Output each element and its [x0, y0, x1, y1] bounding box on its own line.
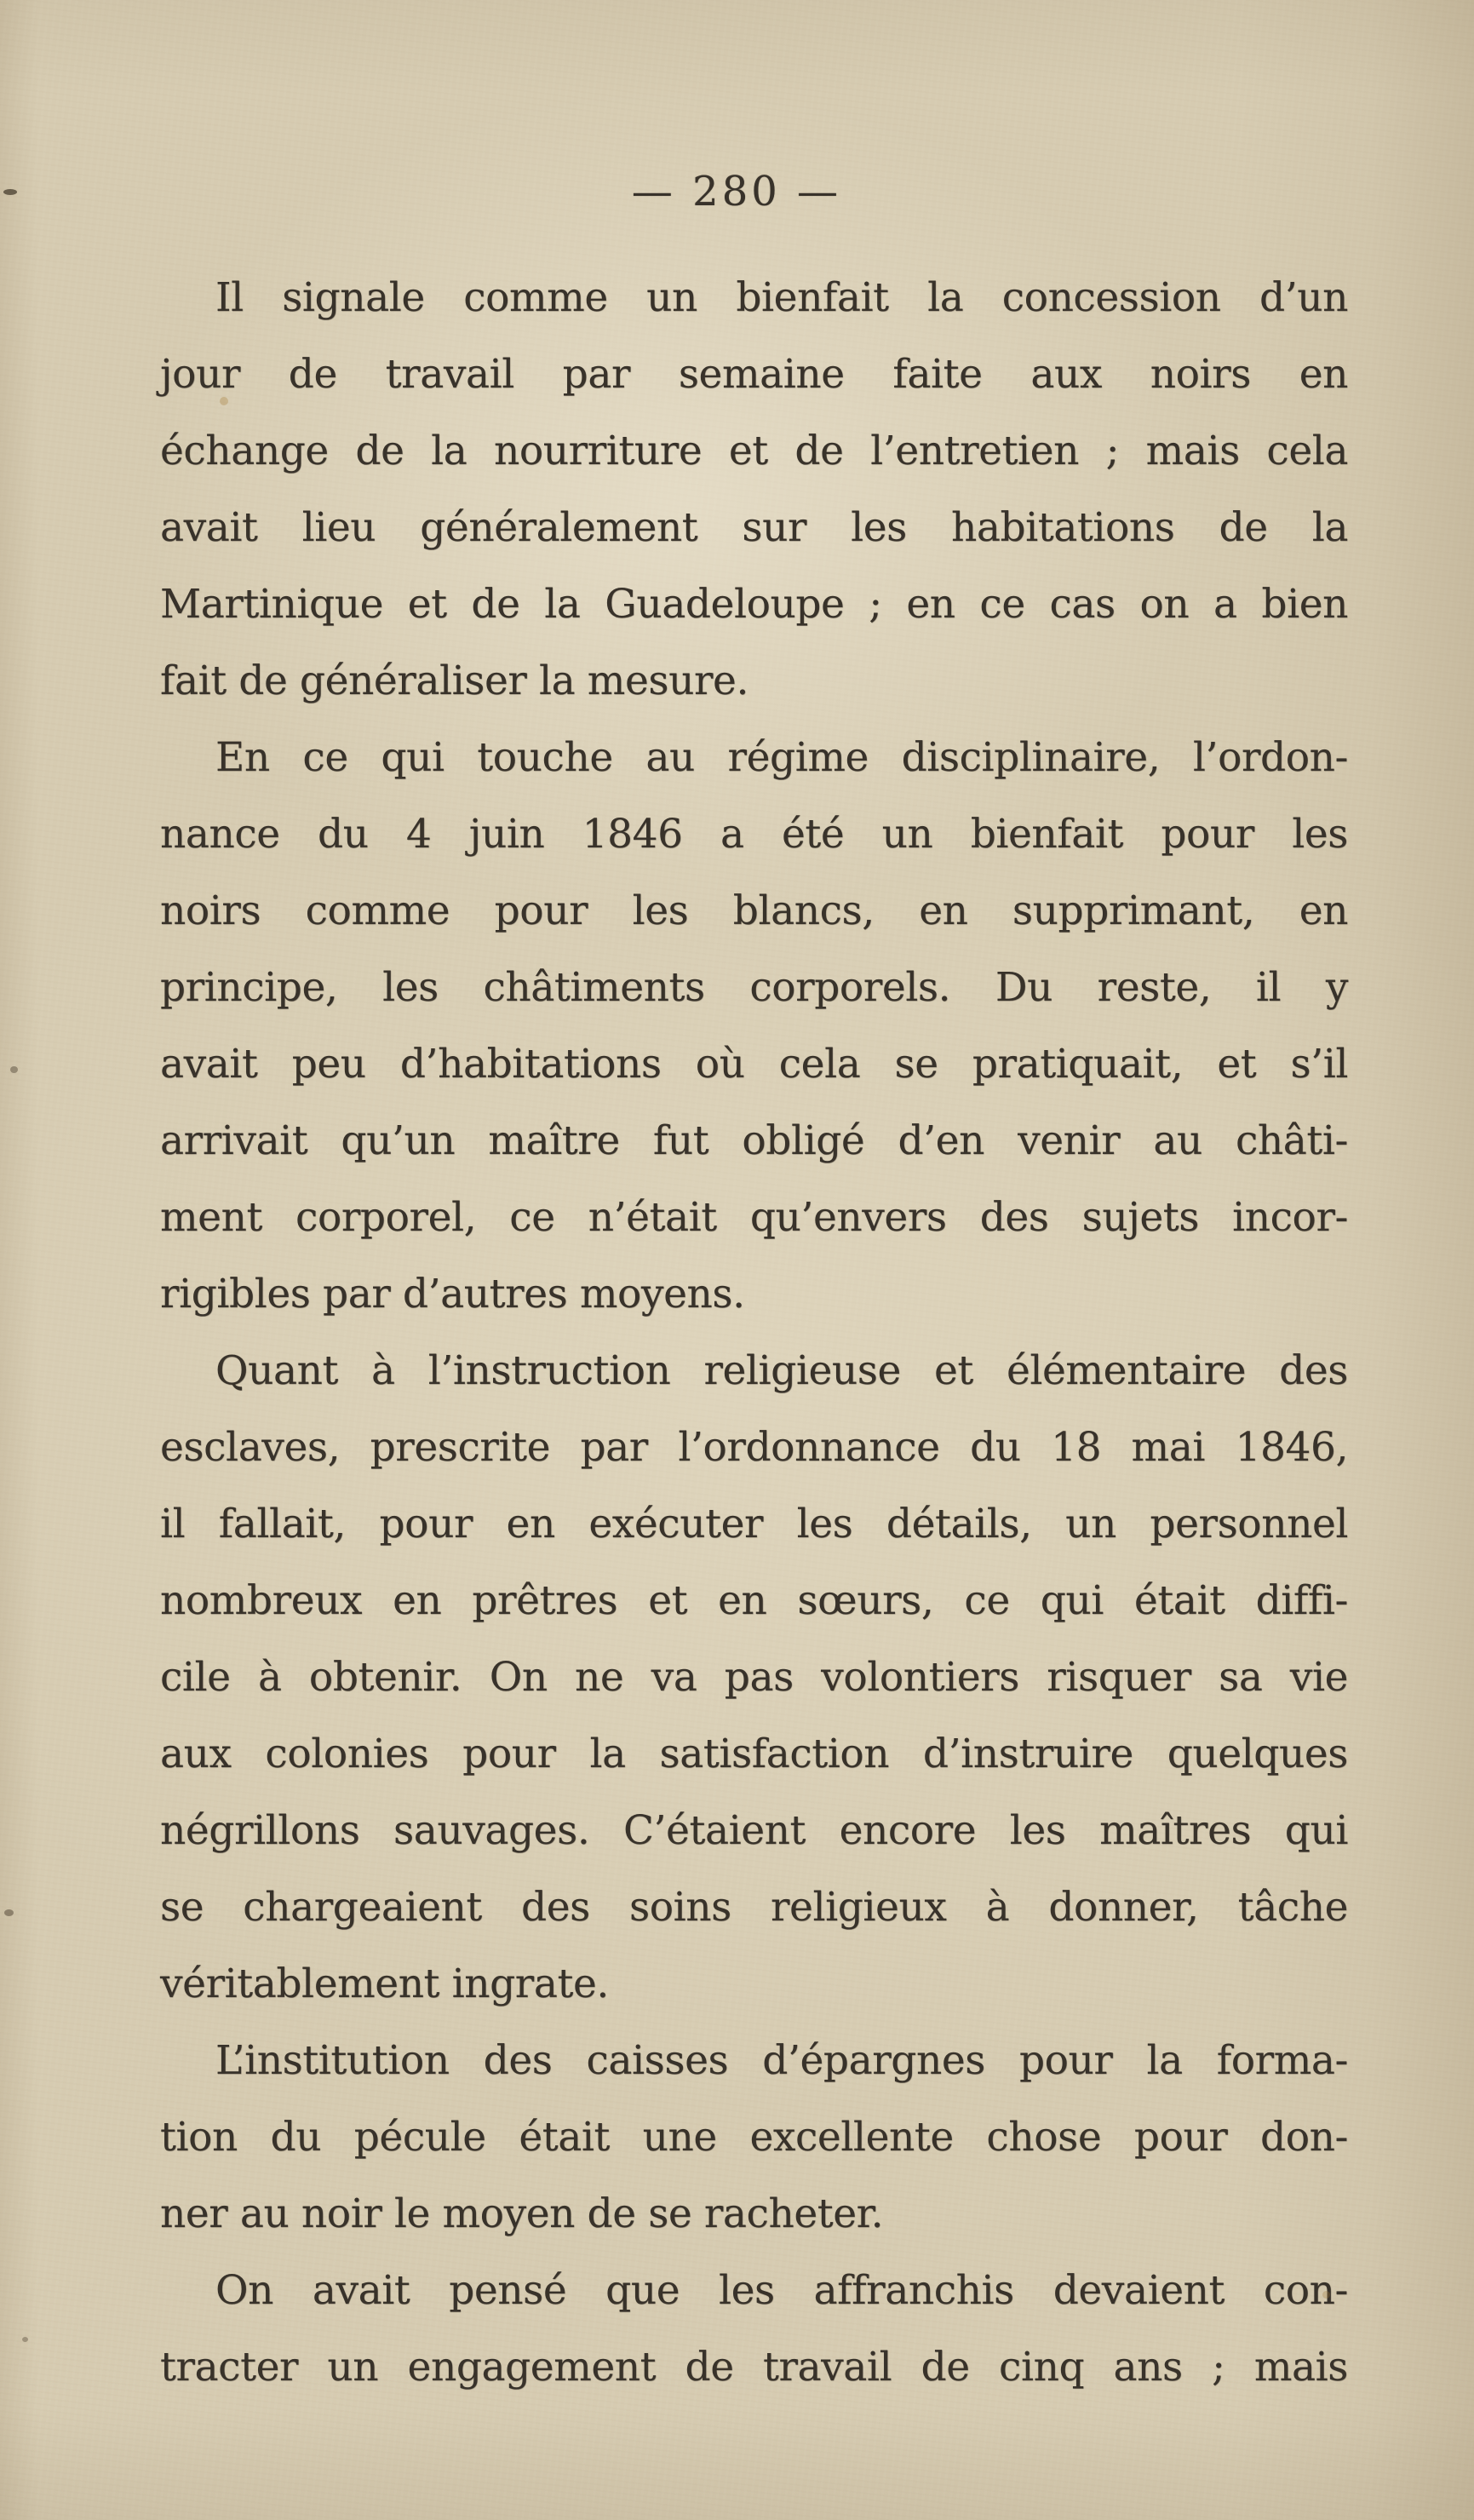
paragraph-5	[160, 2253, 1348, 2406]
text-line: il fallait, pour en exécuter les détails, un personnel	[160, 1501, 1348, 1547]
text-line: En ce qui touche au régime disciplinaire, l’ordon-	[215, 734, 1348, 781]
text-line: cile à obtenir. On ne va pas volontiers risquer sa vie	[160, 1654, 1348, 1701]
text-line: esclaves, prescrite par l’ordonnance du 18 mai 1846,	[160, 1424, 1348, 1471]
text-line: négrillons sauvages. C’étaient encore les maîtres qui	[160, 1807, 1348, 1854]
text-line: jour de travail par semaine faite aux noirs en	[160, 351, 1348, 398]
text-line: ner au noir le moyen de se racheter.	[160, 2190, 884, 2237]
text-line: noirs comme pour les blancs, en supprimant, en	[160, 887, 1348, 934]
text-line: fait de généraliser la mesure.	[160, 657, 748, 704]
paper-speck	[22, 2337, 28, 2342]
text-line: tracter un engagement de travail de cinq ans ; mais	[160, 2344, 1348, 2391]
paragraph-4	[160, 2023, 1348, 2253]
text-line: avait lieu généralement sur les habitations de la	[160, 504, 1348, 551]
paper-speck	[3, 189, 17, 195]
text-line: échange de la nourriture et de l’entretien ; mais cela	[160, 428, 1348, 474]
text-line: principe, les châtiments corporels. Du reste, il y	[160, 964, 1348, 1011]
text-line: L’institution des caisses d’épargnes pour la forma-	[215, 2037, 1348, 2084]
text-line: Martinique et de la Guadeloupe ; en ce cas on a bien	[160, 581, 1348, 628]
paragraph-1	[160, 260, 1348, 720]
text-line: se chargeaient des soins religieux à donner, tâche	[160, 1884, 1348, 1931]
text-line: arrivait qu’un maître fut obligé d’en venir au châti-	[160, 1117, 1348, 1164]
paragraph-2	[160, 720, 1348, 1333]
text-line: ment corporel, ce n’était qu’envers des sujets incor-	[160, 1194, 1348, 1241]
paper-speck	[10, 1066, 18, 1073]
page-text-block	[160, 260, 1348, 2406]
text-line: Il signale comme un bienfait la concession d’un	[215, 274, 1348, 321]
paper-speck	[220, 397, 228, 405]
text-line: tion du pécule était une excellente chose pour don-	[160, 2114, 1348, 2161]
text-line: Quant à l’instruction religieuse et élémentaire des	[215, 1347, 1348, 1394]
text-line: véritablement ingrate.	[160, 1960, 609, 2007]
text-line: avait peu d’habitations où cela se pratiquait, et s’il	[160, 1041, 1348, 1088]
text-line: On avait pensé que les affranchis devaient con-	[215, 2267, 1348, 2314]
text-line: aux colonies pour la satisfaction d’instruire quelques	[160, 1731, 1348, 1777]
text-line: nance du 4 juin 1846 a été un bienfait pour les	[160, 811, 1348, 858]
text-line: rigibles par d’autres moyens.	[160, 1271, 745, 1317]
paper-speck	[4, 1909, 14, 1916]
paper-speck	[1322, 2291, 1330, 2299]
page-number: — 280 —	[631, 168, 842, 215]
text-line: nombreux en prêtres et en sœurs, ce qui était diffi-	[160, 1577, 1348, 1624]
paragraph-3	[160, 1333, 1348, 2023]
